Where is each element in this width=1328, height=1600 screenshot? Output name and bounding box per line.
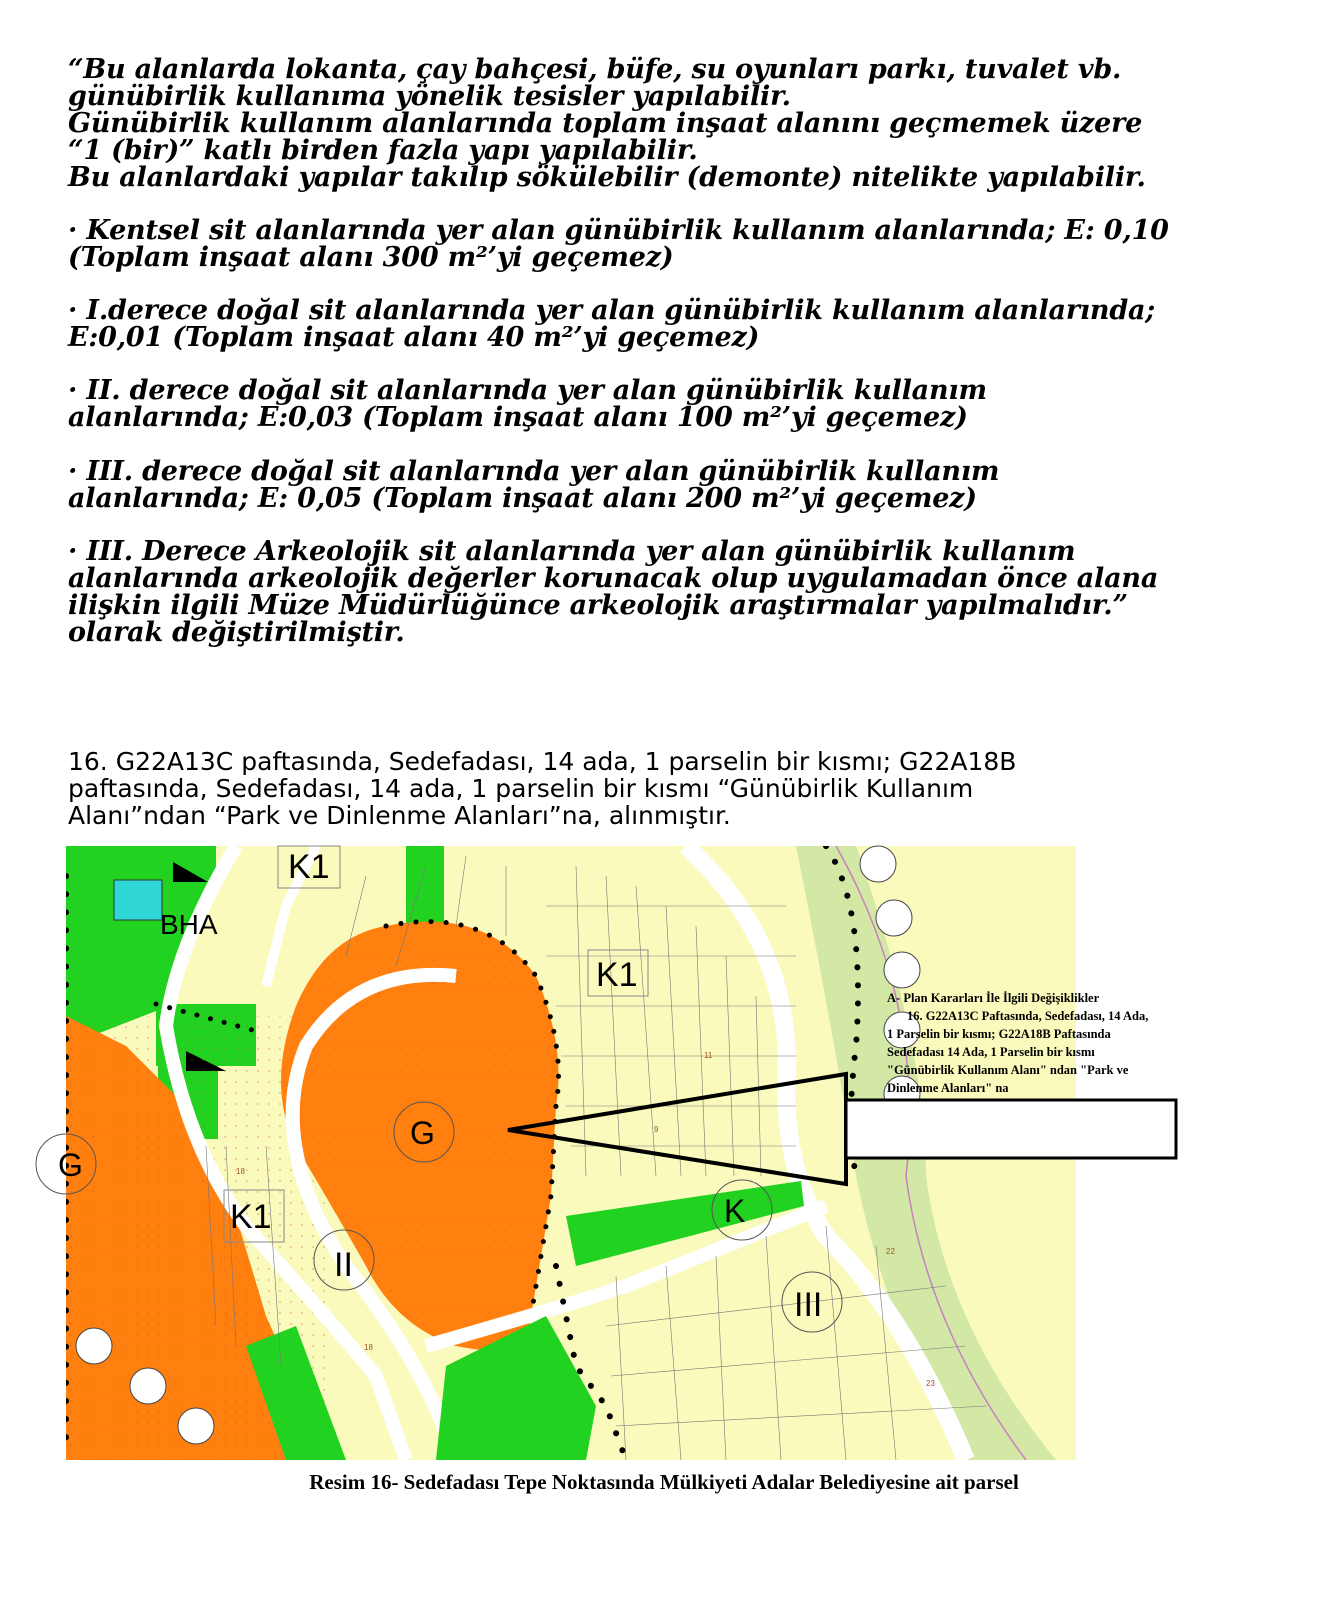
- figure-caption: Resim 16- Sedefadası Tepe Noktasında Mülkiyeti Adalar Belediyesine ait parsel: [309, 1470, 1019, 1494]
- bullet-urban-site: [68, 217, 1288, 271]
- bullet-line: (Toplam inşaat alanı 300 m²’yi geçemez): [68, 242, 674, 273]
- label-iii: III: [794, 1286, 823, 1324]
- quote-paragraph-1: [68, 56, 1288, 191]
- label-g-edge: G: [58, 1147, 83, 1183]
- label-g: G: [410, 1115, 435, 1151]
- bullet-line: · I.derece doğal sit alanlarında yer alan günübirlik kullanım alanlarında;: [68, 295, 1156, 326]
- note-line: Sedefadası 14 Ada, 1 Parselin bir kısmı: [887, 1045, 1095, 1059]
- section-line: Alanı”ndan “Park ve Dinlenme Alanları”na, alınmıştır.: [68, 801, 731, 830]
- bullet-line: ilişkin ilgili Müze Müdürlüğünce arkeolojik araştırmalar yapılmalıdır.”: [68, 590, 1128, 621]
- section-line: 16. G22A13C paftasında, Sedefadası, 14 ada, 1 parselin bir kısmı; G22A18B: [68, 747, 1017, 776]
- bha-parcel: [114, 880, 162, 920]
- callout-box: [846, 1100, 1176, 1158]
- label-k1-left: K1: [230, 1198, 272, 1236]
- label-k1-top: K1: [288, 848, 330, 886]
- label-ii: II: [334, 1246, 353, 1284]
- parcel-number: 11: [704, 1051, 713, 1060]
- parcel-number: 18: [364, 1343, 373, 1352]
- parcel-number: 23: [926, 1379, 935, 1388]
- note-line: 1 Parselin bir kısmı; G22A18B Paftasında: [887, 1027, 1111, 1041]
- label-k: K: [724, 1193, 746, 1229]
- parcel-number: 22: [886, 1247, 895, 1256]
- label-bha: BHA: [160, 909, 218, 940]
- bullet-line: alanlarında; E:0,03 (Toplam inşaat alanı 100 m²’yi geçemez): [68, 402, 968, 433]
- bullet-line: · II. derece doğal sit alanlarında yer alan günübirlik kullanım: [68, 375, 987, 406]
- label-k1-right: K1: [596, 956, 638, 994]
- parcel-number: 9: [654, 1125, 659, 1134]
- note-line: Dinlenme Alanları" na: [887, 1081, 1009, 1095]
- bullet-archaeological: [68, 538, 1288, 646]
- bullet-line: olarak değiştirilmiştir.: [68, 617, 405, 648]
- bullet-line: · III. derece doğal sit alanlarında yer alan günübirlik kullanım: [68, 456, 1000, 487]
- plan-change-note: [887, 989, 1217, 1097]
- bullet-line: alanlarında arkeolojik değerler korunacak olup uygulamadan önce alana: [68, 563, 1159, 594]
- bullet-line: · III. Derece Arkeolojik sit alanlarında yer alan günübirlik kullanım: [68, 536, 1076, 567]
- bullet-third-degree: [68, 458, 1288, 512]
- note-line: 16. G22A13C Paftasında, Sedefadası, 14 Ada,: [907, 1009, 1149, 1023]
- zoning-map: [58, 846, 1290, 1460]
- note-line: A- Plan Kararları İle İlgili Değişiklikler: [887, 991, 1100, 1005]
- quote-line: “1 (bir)” katlı birden fazla yapı yapılabilir.: [68, 135, 698, 166]
- bullet-line: E:0,01 (Toplam inşaat alanı 40 m²’yi geçemez): [68, 322, 760, 353]
- quote-line: “Bu alanlarda lokanta, çay bahçesi, büfe, su oyunları parkı, tuvalet vb.: [68, 54, 1122, 85]
- bullet-line: · Kentsel sit alanlarında yer alan günübirlik kullanım alanlarında; E: 0,10: [68, 215, 1169, 246]
- bullet-line: alanlarında; E: 0,05 (Toplam inşaat alanı 200 m²’yi geçemez): [68, 483, 977, 514]
- section-16-heading: [68, 748, 1268, 829]
- parcel-number: 18: [236, 1167, 245, 1176]
- bullet-second-degree: [68, 377, 1288, 431]
- quote-line: Günübirlik kullanım alanlarında toplam inşaat alanını geçmemek üzere: [68, 108, 1143, 139]
- quote-line: Bu alanlardaki yapılar takılıp sökülebilir (demonte) nitelikte yapılabilir.: [68, 162, 1146, 193]
- note-line: "Günübirlik Kullanım Alanı" ndan "Park ve: [887, 1063, 1129, 1077]
- section-line: paftasında, Sedefadası, 14 ada, 1 parselin bir kısmı “Günübirlik Kullanım: [68, 774, 974, 803]
- bullet-first-degree: [68, 297, 1288, 351]
- quote-line: günübirlik kullanıma yönelik tesisler yapılabilir.: [68, 81, 791, 112]
